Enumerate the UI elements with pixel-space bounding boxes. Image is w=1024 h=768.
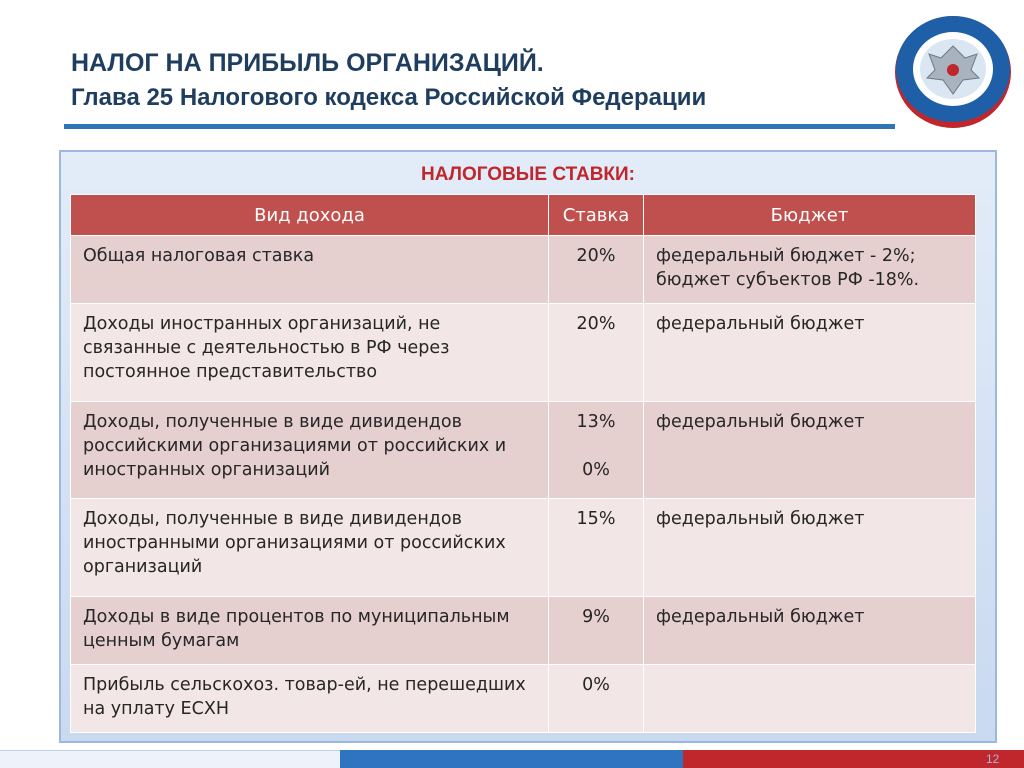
table-row [71,402,976,499]
table-row [71,499,976,597]
budget-cell [644,236,976,304]
budget-value: федеральный бюджет [656,509,865,529]
table-header-row [71,195,976,236]
page-number: 12 [986,752,1000,766]
tax-rates-table [70,194,976,733]
income-type-cell: Доходы в виде процентов по муниципальным ценным бумагам [71,597,549,665]
rate-cell [549,236,644,304]
table-row [71,597,976,665]
rate-cell [549,597,644,665]
budget-cell [644,499,976,597]
budget-value: федеральный бюджет [656,412,865,432]
footer-stripe-red [683,750,1024,768]
footer-stripe-blue [340,750,683,768]
slide-subtitle: Глава 25 Налогового кодекса Российской Федерации [71,84,707,111]
income-type-cell: Доходы, полученные в виде дивидендов иностранными организациями от российских организаций [71,499,549,597]
income-type-cell: Прибыль сельскохоз. товар-ей, не перешедших на уплату ЕСХН [71,665,549,733]
rate-value: 13% [576,412,616,432]
column-header-income-type: Вид дохода [71,195,549,236]
table-row [71,665,976,733]
budget-cell [644,665,976,733]
table-row [71,236,976,304]
slide-title: НАЛОГ НА ПРИБЫЛЬ ОРГАНИЗАЦИЙ. [71,49,544,77]
budget-cell [644,402,976,499]
budget-value: федеральный бюджет - 2%; [656,246,916,266]
rate-cell [549,499,644,597]
rate-cell [549,402,644,499]
rate-value: 20% [576,314,616,334]
budget-cell [644,597,976,665]
rate-value: 9% [582,607,610,627]
income-type-cell: Доходы, полученные в виде дивидендов российскими организациями от российских и иностранных организаций [71,402,549,499]
budget-value: федеральный бюджет [656,607,865,627]
column-header-budget: Бюджет [644,195,976,236]
slide-title-block [71,48,871,114]
panel-heading: НАЛОГОВЫЕ СТАВКИ: [420,164,636,185]
table-row [71,304,976,402]
rate-value: 0% [582,675,610,695]
title-underline [64,124,895,129]
budget-value: федеральный бюджет [656,314,865,334]
budget-cell [644,304,976,402]
rate-value: 0% [582,460,610,480]
fns-emblem-icon [893,14,1013,130]
footer-stripe-white [0,750,340,768]
rate-value: 15% [576,509,616,529]
rate-cell [549,304,644,402]
income-type-cell: Общая налоговая ставка [71,236,549,304]
column-header-rate: Ставка [549,195,644,236]
income-type-cell: Доходы иностранных организаций, не связанные с деятельностью в РФ через постоянное представительство [71,304,549,402]
rate-value: 20% [576,246,616,266]
budget-value: бюджет субъектов РФ -18%. [656,270,920,290]
rate-cell [549,665,644,733]
